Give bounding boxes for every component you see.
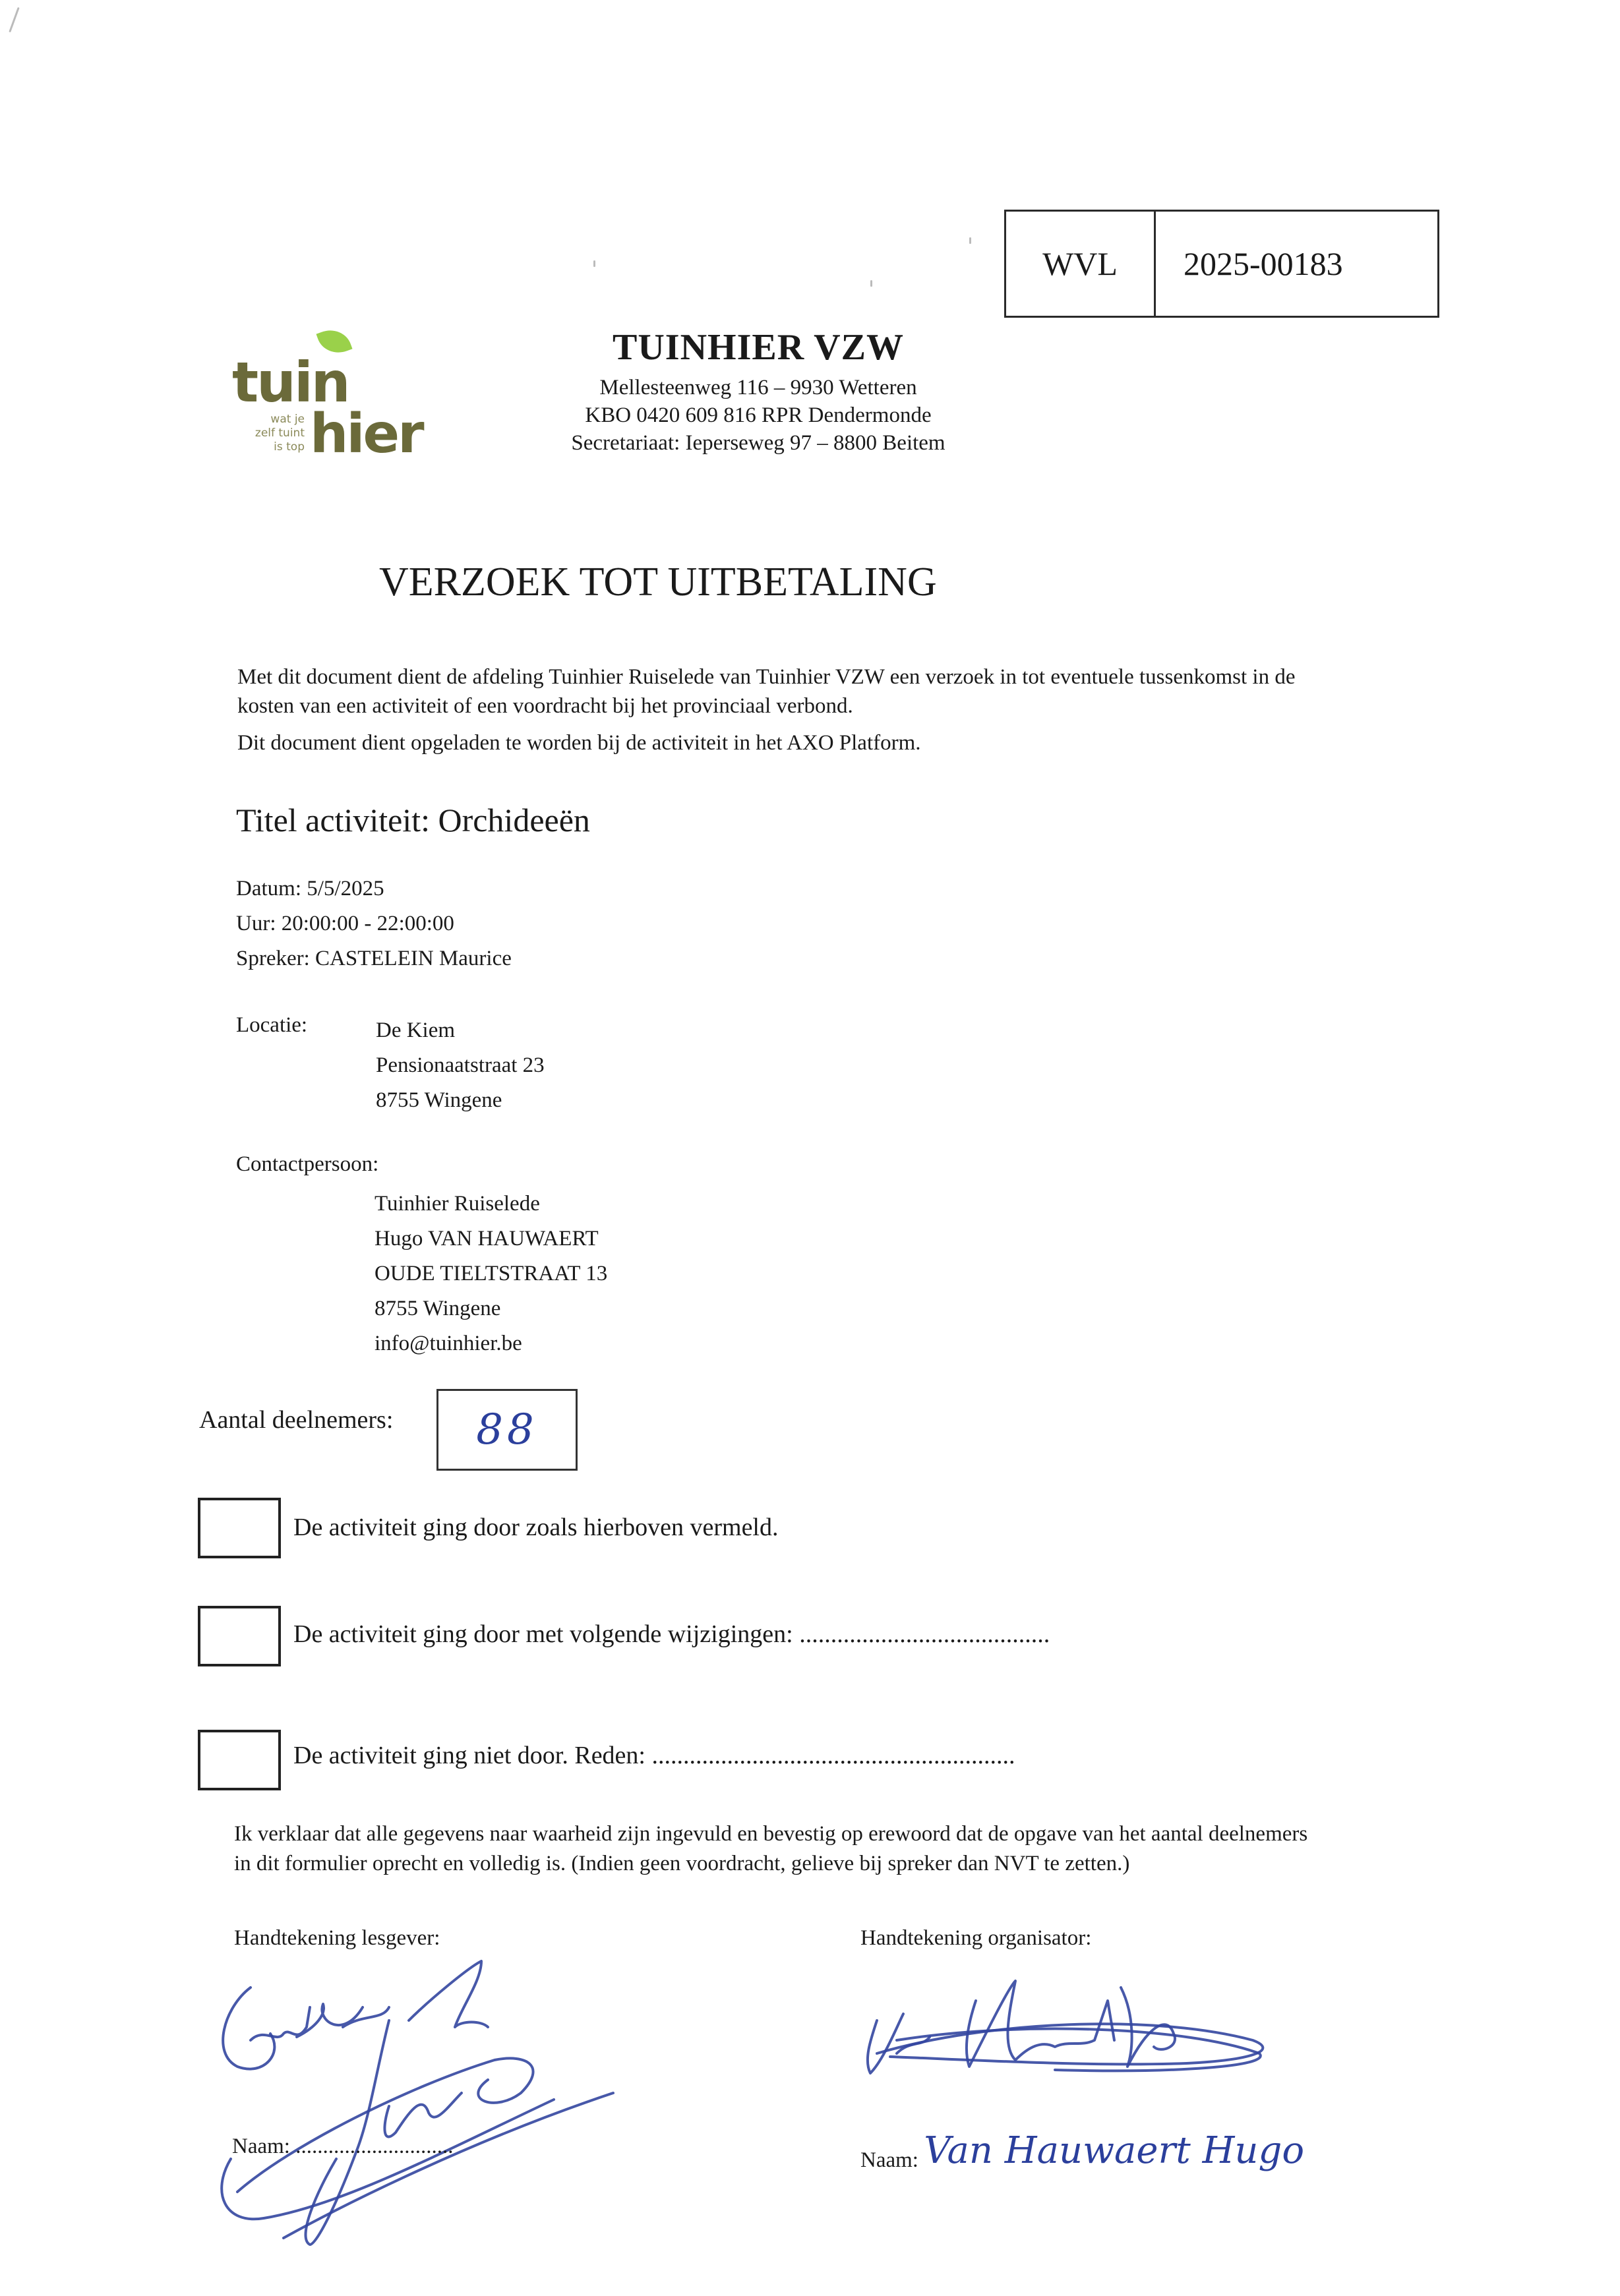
logo-tagline	[231, 413, 305, 454]
instructor-name-label: Naam:	[232, 2134, 296, 2158]
option-checkbox-as-planned[interactable]	[198, 1498, 281, 1558]
scan-artifact	[969, 237, 971, 244]
tuinhier-logo	[231, 323, 429, 465]
instructor-name-dots: .............................	[295, 2134, 454, 2158]
activity-details	[236, 871, 512, 976]
organization-secretariat: Secretariaat: Ieperseweg 97 – 8800 Beitem	[571, 431, 945, 455]
contact-line: OUDE TIELTSTRAAT 13	[375, 1262, 608, 1285]
signature-stroke	[223, 1987, 274, 2069]
option-label-with-changes: De activiteit ging door met volgende wijzigingen: ........................................	[293, 1620, 1050, 1648]
organizer-name-value: Van Hauwaert Hugo	[924, 2129, 1305, 2172]
option-checkbox-cancelled[interactable]	[198, 1730, 281, 1790]
participants-label: Aantal deelnemers:	[199, 1406, 394, 1434]
instructor-signature	[211, 1961, 659, 2291]
organizer-signature-label: Handtekening organisator:	[860, 1926, 1092, 1950]
organizer-name-field[interactable]	[860, 2129, 1305, 2176]
region-code: WVL	[1006, 212, 1156, 316]
intro-paragraph: Met dit document dient de afdeling Tuinhier Ruiselede van Tuinhier VZW een verzoek in tot eventuele tussenkomst in de kosten van een activiteit of een voordracht bij het provinciaal verbond.	[237, 665, 1296, 718]
location-line: 8755 Wingene	[376, 1088, 502, 1112]
participants-value: 88	[476, 1405, 538, 1454]
contact-label: Contactpersoon:	[236, 1152, 379, 1176]
organization-address: Mellesteenweg 116 – 9930 Wetteren	[599, 376, 917, 399]
instructor-name-field[interactable]	[232, 2134, 453, 2159]
activity-title: Titel activiteit: Orchideeën	[236, 802, 590, 839]
option-checkbox-with-changes[interactable]	[198, 1606, 281, 1666]
organization-header	[514, 326, 1002, 457]
option-label-as-planned: De activiteit ging door zoals hierboven vermeld.	[293, 1514, 779, 1541]
signature-stroke	[222, 2100, 554, 2219]
file-number: 2025-00183	[1184, 245, 1343, 282]
signature-stroke	[409, 1961, 488, 2027]
participants-field[interactable]	[436, 1389, 578, 1471]
contact-line: Tuinhier Ruiselede	[375, 1192, 540, 1216]
location-address	[376, 1013, 545, 1118]
tagline-line: is top	[274, 440, 305, 454]
logo-word-top: tuin	[232, 350, 349, 415]
activity-date: Datum: 5/5/2025	[236, 877, 384, 900]
organization-name: TUINHIER VZW	[613, 327, 904, 368]
reference-box	[1004, 210, 1439, 318]
tagline-line: zelf tuint	[255, 427, 305, 440]
instructor-signature-label: Handtekening lesgever:	[234, 1926, 440, 1950]
organization-registration: KBO 0420 609 816 RPR Dendermonde	[585, 403, 932, 427]
intro-text	[237, 662, 1332, 765]
tagline-line: wat je	[270, 413, 305, 426]
location-line: Pensionaatstraat 23	[376, 1053, 545, 1077]
intro-paragraph: Dit document dient opgeladen te worden bij de activiteit in het AXO Platform.	[237, 731, 921, 755]
declaration-text: Ik verklaar dat alle gegevens naar waarheid zijn ingevuld en bevestig op erewoord dat de opgave van het aantal deelnemers in dit formulier oprecht en volledig is. (Indien geen voordracht, gelieve bij spreker dan NVT te zetten.)	[234, 1822, 1308, 1875]
contact-email: info@tuinhier.be	[375, 1332, 522, 1355]
location-line: De Kiem	[376, 1018, 456, 1042]
signature-stroke	[384, 2093, 462, 2136]
organizer-name-label: Naam:	[860, 2148, 924, 2172]
contact-details	[375, 1187, 607, 1361]
location-label: Locatie:	[236, 1013, 308, 1037]
scan-artifact	[870, 280, 872, 287]
activity-speaker: Spreker: CASTELEIN Maurice	[236, 947, 512, 970]
logo-word-bottom: hier	[310, 403, 423, 465]
activity-time: Uur: 20:00:00 - 22:00:00	[236, 912, 454, 935]
contact-line: 8755 Wingene	[375, 1297, 501, 1320]
scan-artifact	[593, 260, 595, 267]
signature-stroke	[251, 2004, 389, 2040]
option-label-cancelled: De activiteit ging niet door. Reden: ..........................................................	[293, 1742, 1015, 1769]
scan-artifact	[9, 7, 19, 33]
document-title: VERZOEK TOT UITBETALING	[379, 560, 937, 604]
signature-stroke	[306, 2020, 389, 2245]
organizer-signature	[857, 1974, 1385, 2100]
contact-line: Hugo VAN HAUWAERT	[375, 1227, 599, 1251]
